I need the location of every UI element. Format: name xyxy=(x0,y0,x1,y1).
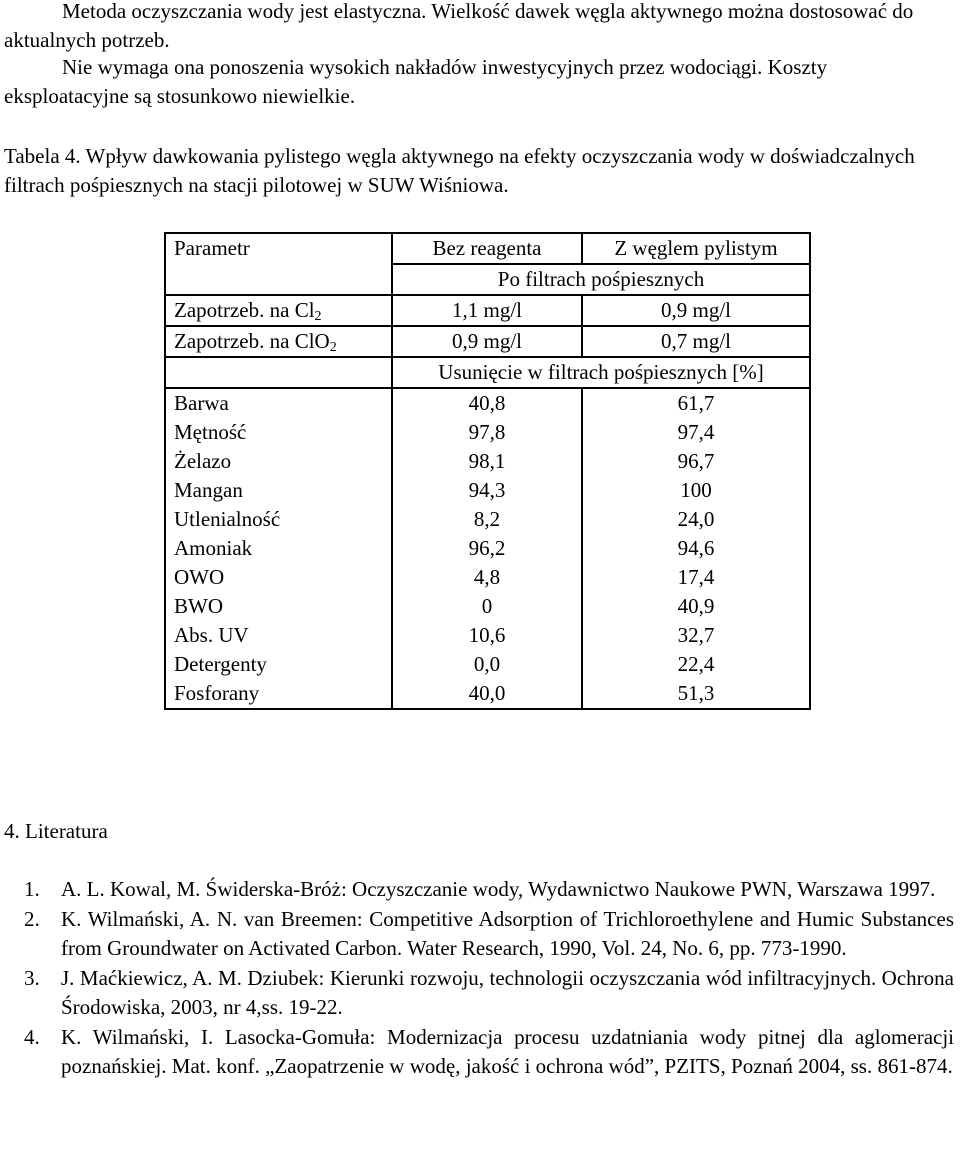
demand-row xyxy=(165,295,810,326)
literature-heading: 4. Literatura xyxy=(4,819,108,843)
removal-value-bez-reagenta: 0,0 xyxy=(392,650,582,679)
reference-text: J. Maćkiewicz, A. M. Dziubek: Kierunki rozwoju, technologii oczyszczania wód infiltracyjnych. Ochrona Środowiska, 2003, nr 4,ss. 19-22. xyxy=(61,966,954,1019)
removal-row xyxy=(165,534,810,563)
removal-value-z-weglem: 17,4 xyxy=(582,563,810,592)
results-table xyxy=(164,232,811,710)
reference-item xyxy=(4,905,954,963)
removal-row xyxy=(165,650,810,679)
removal-value-z-weglem: 97,4 xyxy=(582,418,810,447)
reference-item xyxy=(4,1023,954,1081)
demand-value-bez-reagenta: 0,9 mg/l xyxy=(392,326,582,357)
removal-value-bez-reagenta: 97,8 xyxy=(392,418,582,447)
reference-number: 3. xyxy=(24,966,40,990)
header-z-weglem: Z węglem pylistym xyxy=(582,233,810,264)
removal-value-z-weglem: 94,6 xyxy=(582,534,810,563)
removal-header: Usunięcie w filtrach pośpiesznych [%] xyxy=(392,357,810,388)
removal-value-bez-reagenta: 4,8 xyxy=(392,563,582,592)
removal-value-bez-reagenta: 94,3 xyxy=(392,476,582,505)
reference-number: 1. xyxy=(24,877,40,901)
removal-value-z-weglem: 96,7 xyxy=(582,447,810,476)
removal-value-z-weglem: 100 xyxy=(582,476,810,505)
removal-label: Mangan xyxy=(165,476,392,505)
removal-label: Fosforany xyxy=(165,679,392,709)
intro-paragraph-1: Metoda oczyszczania wody jest elastyczna. Wielkość dawek węgla aktywnego można dostosować do aktualnych potrzeb. xyxy=(4,0,914,52)
removal-row xyxy=(165,388,810,418)
reference-number: 2. xyxy=(24,907,40,931)
reference-text: A. L. Kowal, M. Świderska-Bróż: Oczyszczanie wody, Wydawnictwo Naukowe PWN, Warszawa 1997. xyxy=(61,877,936,901)
reference-text: K. Wilmański, A. N. van Breemen: Competitive Adsorption of Trichloroethylene and Humic Substances from Groundwater on Activated Carbon. Water Research, 1990, Vol. 24, No. 6, pp. 773-1990. xyxy=(61,907,954,960)
removal-row xyxy=(165,563,810,592)
removal-value-z-weglem: 24,0 xyxy=(582,505,810,534)
removal-value-z-weglem: 40,9 xyxy=(582,592,810,621)
removal-row xyxy=(165,418,810,447)
removal-label: Amoniak xyxy=(165,534,392,563)
demand-value-z-weglem: 0,7 mg/l xyxy=(582,326,810,357)
header-bez-reagenta: Bez reagenta xyxy=(392,233,582,264)
reference-item xyxy=(4,875,954,904)
table-caption: Tabela 4. Wpływ dawkowania pylistego węgla aktywnego na efekty oczyszczania wody w doświadczalnych filtrach pośpiesznych na stacji pilotowej w SUW Wiśniowa. xyxy=(4,144,915,197)
demand-value-z-weglem: 0,9 mg/l xyxy=(582,295,810,326)
demand-label: Zapotrzeb. na ClO$_2$ xyxy=(165,326,392,357)
removal-value-bez-reagenta: 8,2 xyxy=(392,505,582,534)
demand-label: Zapotrzeb. na $Cl_2$ xyxy=(165,295,392,326)
removal-value-bez-reagenta: 96,2 xyxy=(392,534,582,563)
removal-label: Barwa xyxy=(165,388,392,418)
removal-header-row xyxy=(165,357,810,388)
removal-value-bez-reagenta: 40,0 xyxy=(392,679,582,709)
removal-value-z-weglem: 61,7 xyxy=(582,388,810,418)
removal-row xyxy=(165,447,810,476)
removal-row xyxy=(165,621,810,650)
removal-value-bez-reagenta: 0 xyxy=(392,592,582,621)
removal-label: Żelazo xyxy=(165,447,392,476)
removal-row xyxy=(165,592,810,621)
removal-value-bez-reagenta: 40,8 xyxy=(392,388,582,418)
removal-row xyxy=(165,505,810,534)
removal-value-bez-reagenta: 98,1 xyxy=(392,447,582,476)
reference-text: K. Wilmański, I. Lasocka-Gomuła: Modernizacja procesu uzdatniania wody pitnej dla aglomeracji poznańskiej. Mat. konf. „Zaopatrzenie w wodę, jakość i ochrona wód”, PZITS, Poznań 2004, ss. 861-874. xyxy=(61,1025,954,1078)
header-parametr: Parametr xyxy=(165,233,392,295)
removal-value-z-weglem: 32,7 xyxy=(582,621,810,650)
removal-value-z-weglem: 22,4 xyxy=(582,650,810,679)
removal-value-bez-reagenta: 10,6 xyxy=(392,621,582,650)
removal-label: Detergenty xyxy=(165,650,392,679)
reference-number: 4. xyxy=(24,1025,40,1049)
removal-label: Mętność xyxy=(165,418,392,447)
removal-label: Utlenialność xyxy=(165,505,392,534)
table-header-row xyxy=(165,233,810,264)
intro-paragraph-2: Nie wymaga ona ponoszenia wysokich nakładów inwestycyjnych przez wodociągi. Koszty eksploatacyjne są stosunkowo niewielkie. xyxy=(4,55,828,108)
removal-label: Abs. UV xyxy=(165,621,392,650)
reference-list xyxy=(4,875,954,1082)
removal-row xyxy=(165,679,810,709)
removal-label: OWO xyxy=(165,563,392,592)
removal-label: BWO xyxy=(165,592,392,621)
removal-header-empty xyxy=(165,357,392,388)
demand-row xyxy=(165,326,810,357)
header-po-filtrach: Po filtrach pośpiesznych xyxy=(392,264,810,295)
demand-value-bez-reagenta: 1,1 mg/l xyxy=(392,295,582,326)
removal-row xyxy=(165,476,810,505)
reference-item xyxy=(4,964,954,1022)
removal-value-z-weglem: 51,3 xyxy=(582,679,810,709)
